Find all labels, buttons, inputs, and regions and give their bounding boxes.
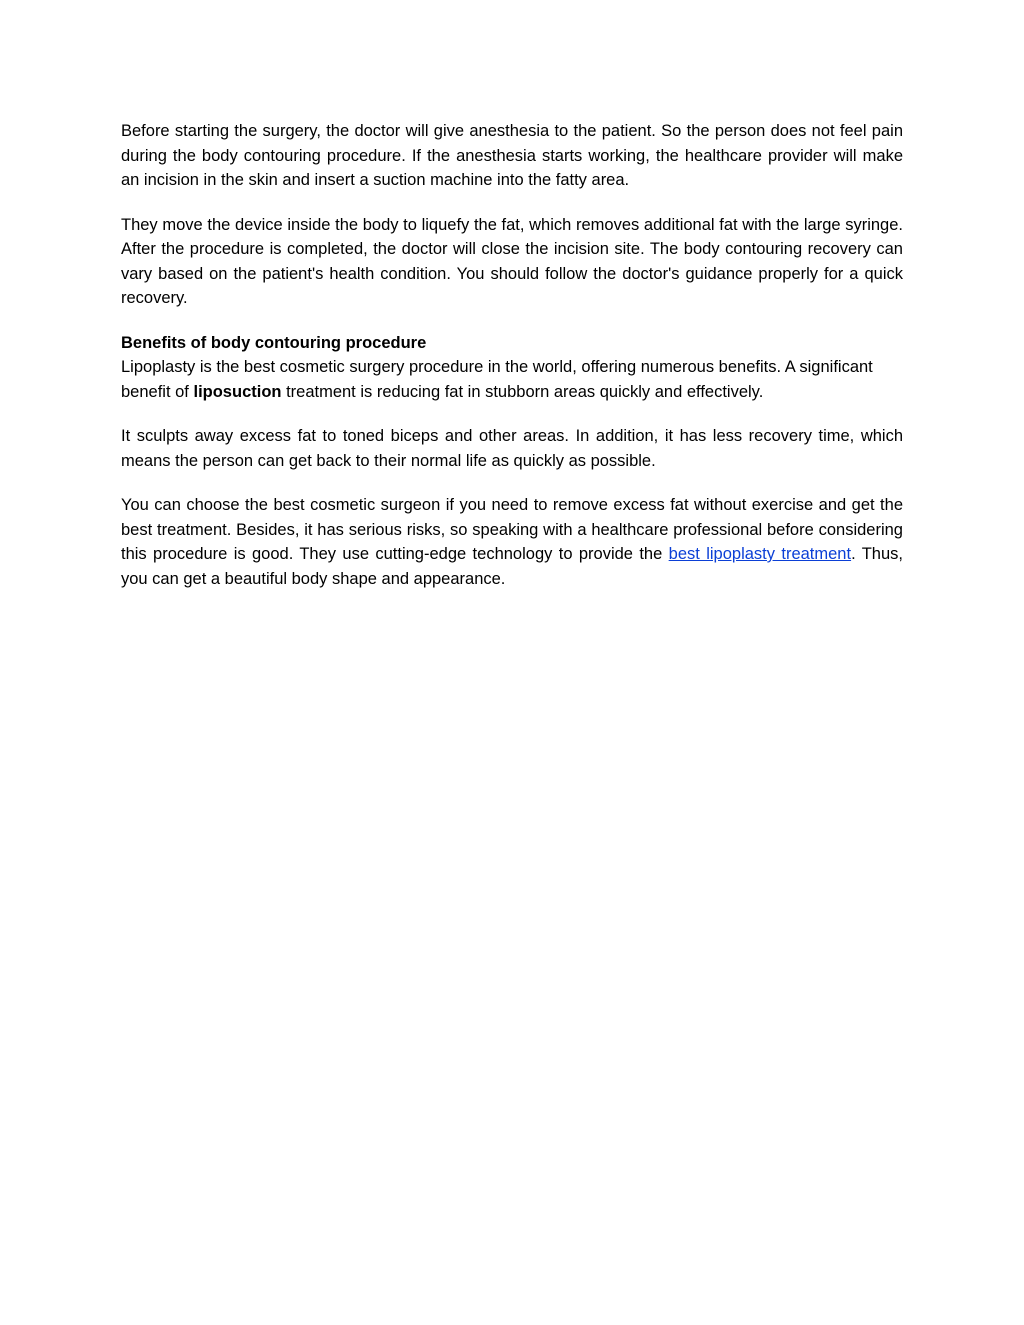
paragraph-device-recovery (121, 213, 903, 311)
paragraph-text: treatment is reducing fat in stubborn areas quickly and effectively. (281, 382, 764, 401)
benefits-section (121, 331, 903, 405)
paragraph-text: You can choose the best cosmetic surgeon if you need to remove excess fat without exercise and get the best treatment. Besides, it has serious risks, so speaking with a healthcare professional before considering this procedure is good. They use cutting-edge technology to provide the (121, 496, 903, 563)
paragraph-sculpts-fat (121, 424, 903, 473)
document-page (121, 119, 903, 611)
best-lipoplasty-treatment-link[interactable]: best lipoplasty treatment (668, 545, 852, 563)
paragraph-lipoplasty-benefits (121, 355, 903, 404)
paragraph-surgery-anesthesia (121, 119, 903, 193)
paragraph-text: Lipoplasty is the best cosmetic surgery procedure in the world, offering numerous benefits. A significant benefit of (121, 358, 873, 401)
paragraph-text: Before starting the surgery, the doctor will give anesthesia to the patient. So the person does not feel pain during the body contouring procedure. If the anesthesia starts working, the healthcare provider will make an incision in the skin and insert a suction machine into the fatty area. (121, 122, 903, 189)
paragraph-text: They move the device inside the body to liquefy the fat, which removes additional fat with the large syringe. After the procedure is completed, the doctor will close the incision site. The body contouring recovery can vary based on the patient's health condition. You should follow the doctor's guidance properly for a quick recovery. (121, 215, 903, 307)
benefits-heading: Benefits of body contouring procedure (121, 333, 427, 352)
paragraph-text: . Thus, you can get a beautiful body shape and appearance. (121, 545, 903, 588)
paragraph-choose-surgeon (121, 493, 903, 591)
paragraph-text: It sculpts away excess fat to toned biceps and other areas. In addition, it has less recovery time, which means the person can get back to their normal life as quickly as possible. (121, 427, 903, 470)
liposuction-bold-term: liposuction (193, 382, 282, 401)
